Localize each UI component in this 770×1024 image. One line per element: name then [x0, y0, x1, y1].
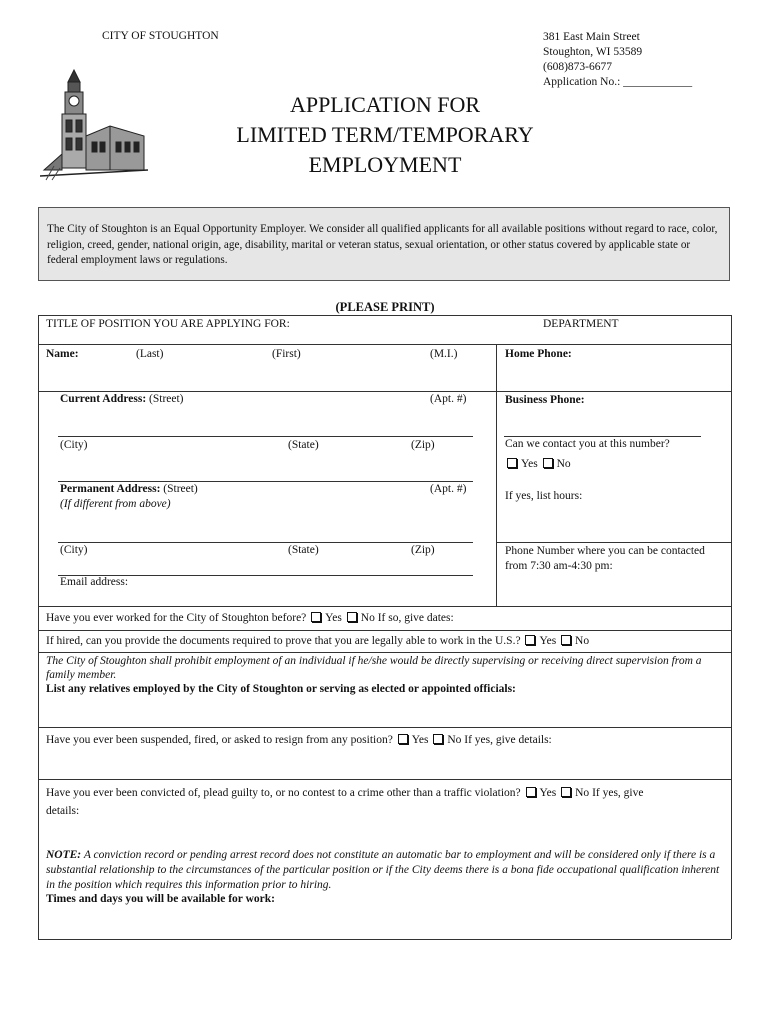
title-line2: LIMITED TERM/TEMPORARY [236, 122, 534, 147]
contact-yes-label: Yes [521, 458, 538, 470]
email-field[interactable]: Email address: [60, 576, 129, 588]
current-address-street-field[interactable] [60, 393, 184, 405]
contact-no-checkbox[interactable] [543, 458, 553, 468]
worked-before-question [46, 612, 454, 624]
title-line1: APPLICATION FOR [289, 92, 481, 117]
name-label: Name: [46, 348, 79, 360]
convicted-yes-checkbox[interactable] [526, 787, 536, 797]
availability-field[interactable]: Times and days you will be available for work: [46, 893, 275, 905]
contact-yes-checkbox[interactable] [507, 458, 517, 468]
convicted-question [46, 787, 643, 799]
permanent-apt-field[interactable]: (Apt. #) [430, 483, 467, 495]
position-title-field[interactable]: TITLE OF POSITION YOU ARE APPLYING FOR: [46, 318, 290, 330]
name-mi-field[interactable]: (M.I.) [430, 348, 458, 360]
convicted-no-checkbox[interactable] [561, 787, 571, 797]
contact-no-label: No [556, 458, 571, 470]
suspended-yes-checkbox[interactable] [398, 734, 408, 744]
eoe-statement: The City of Stoughton is an Equal Opportunity Employer. We consider all qualified applicants for all available positions without regard to race, color, religion, creed, gender, national origin, age, disability, marital or veteran status, sexual orientation, or other status covered by applicable state or federal employment laws or regulations. [38, 207, 730, 281]
convicted-details-label: If yes, give [592, 787, 644, 799]
documents-yes-checkbox[interactable] [525, 635, 535, 645]
business-phone-field[interactable]: Business Phone: [505, 394, 585, 406]
permanent-street-label: (Street) [163, 483, 198, 495]
city-address-block [543, 30, 692, 90]
suspended-question [46, 734, 552, 746]
worked-before-text: Have you ever worked for the City of Stoughton before? [46, 612, 307, 624]
permanent-address-note: (If different from above) [60, 498, 171, 510]
name-first-field[interactable]: (First) [272, 348, 301, 360]
worked-no-checkbox[interactable] [347, 612, 357, 622]
contact-options [505, 458, 571, 470]
name-last-field[interactable]: (Last) [136, 348, 164, 360]
permanent-address-label: Permanent Address: [60, 483, 161, 495]
suspended-no-label: No [447, 734, 462, 746]
relatives-field[interactable]: List any relatives employed by the City of Stoughton or serving as elected or appointed officials: [46, 683, 516, 695]
permanent-city-field[interactable]: (City) [60, 544, 88, 556]
suspended-yes-label: Yes [411, 734, 429, 746]
documents-no-label: No [575, 635, 590, 647]
convicted-yes-label: Yes [539, 787, 557, 799]
contact-hours-field[interactable]: If yes, list hours: [505, 490, 583, 502]
contact-question: Can we contact you at this number? [505, 438, 670, 450]
current-street-label: (Street) [149, 393, 184, 405]
daytime-phone-line2: from 7:30 am-4:30 pm: [505, 560, 613, 572]
note-label: NOTE: [46, 849, 82, 861]
title-line3: EMPLOYMENT [308, 152, 462, 177]
convicted-details-field[interactable]: details: [46, 805, 80, 817]
relatives-policy: The City of Stoughton shall prohibit employment of an individual if he/she would be directly supervising or receiving direct supervision from a family member. [46, 655, 702, 681]
worked-yes-label: Yes [325, 612, 342, 624]
documents-text: If hired, can you provide the documents required to prove that you are legally able to work in the U.S.? [46, 635, 521, 647]
worked-no-label: No [360, 612, 375, 624]
documents-yes-label: Yes [539, 635, 557, 647]
permanent-zip-field[interactable]: (Zip) [411, 544, 435, 556]
current-city-field[interactable]: (City) [60, 439, 88, 451]
note-text: A conviction record or pending arrest record does not constitute an automatic bar to employment and will be considered only if there is a substantial relationship to the circumstances of the particular position or if the City deems there is a bona fide occupational qualification inherent in the position which requires this information prior to hiring. [46, 849, 720, 891]
worked-yes-checkbox[interactable] [311, 612, 321, 622]
please-print-label: (PLEASE PRINT) [335, 300, 435, 314]
suspended-no-checkbox[interactable] [433, 734, 443, 744]
current-state-field[interactable]: (State) [288, 439, 319, 451]
documents-no-checkbox[interactable] [561, 635, 571, 645]
suspended-text: Have you ever been suspended, fired, or asked to resign from any position? [46, 734, 393, 746]
suspended-details-label: If yes, give details: [464, 734, 552, 746]
daytime-phone-line1: Phone Number where you can be contacted [505, 545, 705, 557]
city-phone: (608)873-6677 [543, 61, 612, 73]
permanent-address-street-field[interactable] [60, 483, 198, 495]
address-line2: Stoughton, WI 53589 [543, 46, 643, 58]
department-field[interactable]: DEPARTMENT [543, 318, 619, 330]
home-phone-field[interactable]: Home Phone: [505, 348, 572, 360]
convicted-no-label: No [575, 787, 590, 799]
current-apt-field[interactable]: (Apt. #) [430, 393, 467, 405]
page-title [0, 90, 770, 180]
current-zip-field[interactable]: (Zip) [411, 439, 435, 451]
documents-question [46, 635, 589, 647]
application-no-field[interactable]: Application No.: ____________ [543, 76, 693, 88]
convicted-text: Have you ever been convicted of, plead guilty to, or no contest to a crime other than a traffic violation? [46, 787, 521, 799]
worked-dates-label: If so, give dates: [377, 612, 454, 624]
daytime-phone-field[interactable] [505, 544, 705, 574]
conviction-note [46, 848, 728, 893]
address-line1: 381 East Main Street [543, 31, 640, 43]
current-address-label: Current Address: [60, 393, 147, 405]
permanent-state-field[interactable]: (State) [288, 544, 319, 556]
city-name: CITY OF STOUGHTON [102, 30, 219, 42]
